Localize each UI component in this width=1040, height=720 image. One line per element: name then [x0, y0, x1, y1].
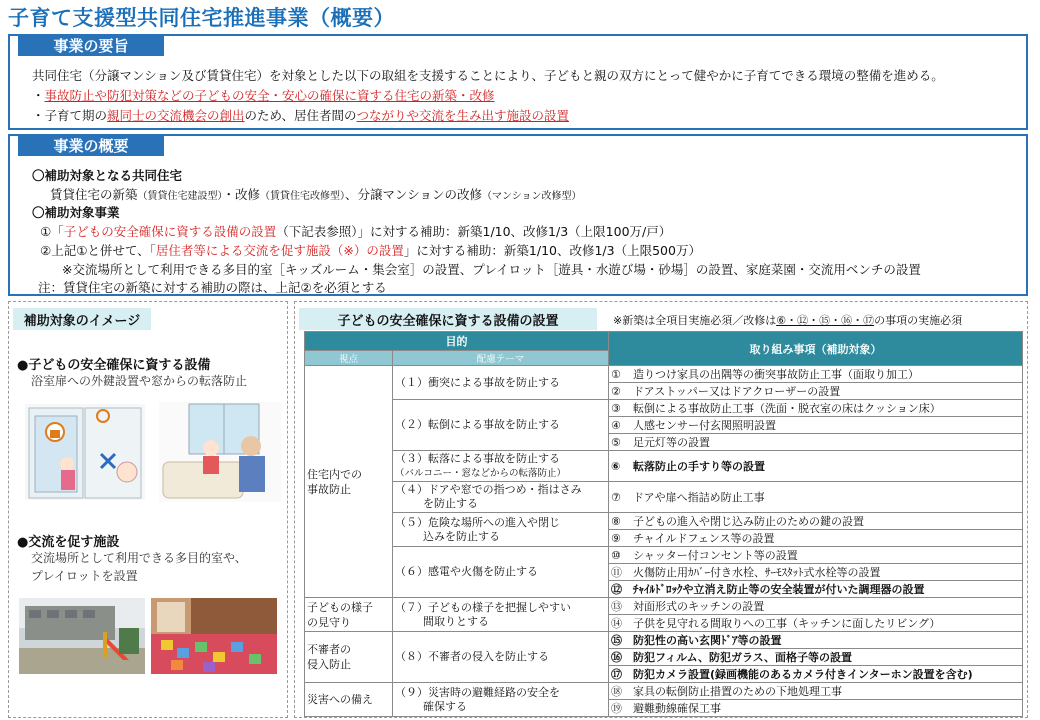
bullet-safety-desc: 浴室扉への外鍵設置や窓からの転落防止 — [31, 374, 248, 388]
viewpoint-intruder: 不審者の 侵入防止 — [305, 632, 393, 683]
col-theme: 配慮テーマ — [393, 351, 609, 366]
playlot-photo — [19, 598, 145, 674]
equipment-panel — [294, 301, 1028, 718]
item-13: ⑬ 対面形式のキッチンの設置 — [609, 598, 1023, 615]
viewpoint-disaster: 災害への備え — [305, 683, 393, 717]
summary-emphasis-2: 親同士の交流機会の創出 — [107, 108, 245, 123]
theme-6: （６）感電や火傷を防止する — [393, 547, 609, 598]
bullet-exchange-desc-2: プレイロットを設置 — [31, 569, 138, 583]
project-item-2: ②上記①と併せて、「居住者等による交流を促す施設（※）の設置」に対する補助：新築1/10、改修1/3（上限500万） — [40, 243, 701, 258]
theme-2: （２）転倒による事故を防止する — [393, 400, 609, 451]
item-16: ⑯ 防犯フィルム、防犯ガラス、面格子等の設置 — [609, 649, 1023, 666]
item-5: ⑤ 足元灯等の設置 — [609, 434, 1023, 451]
bathroom-lock-illustration — [21, 402, 149, 502]
image-panel — [8, 301, 288, 718]
item-11: ⑪ 火傷防止用ｶﾊﾞｰ付き水栓、ｻｰﾓｽﾀｯﾄ式水栓等の設置 — [609, 564, 1023, 581]
item-7: ⑦ ドアや扉へ指詰め防止工事 — [609, 482, 1023, 513]
kids-room-photo — [151, 598, 277, 674]
col-purpose: 目的 — [305, 332, 609, 351]
theme-1: （１）衝突による事故を防止する — [393, 366, 609, 400]
page-title: 子育て支援型共同住宅推進事業（概要） — [8, 6, 395, 30]
col-items: 取り組み事項（補助対象） — [609, 332, 1023, 366]
item-18: ⑱ 家具の転倒防止措置のための下地処理工事 — [609, 683, 1023, 700]
project-title: 〇補助対象事業 — [32, 205, 120, 220]
item-19: ⑲ 避難動線確保工事 — [609, 700, 1023, 717]
item-17: ⑰ 防犯カメラ設置(録画機能のあるカメラ付きインターホン設置を含む) — [609, 666, 1023, 683]
item-10: ⑩ シャッター付コンセント等の設置 — [609, 547, 1023, 564]
item-14: ⑭ 子供を見守れる間取りへの工事（キッチンに面したリビング） — [609, 615, 1023, 632]
viewpoint-accident: 住宅内での 事故防止 — [305, 366, 393, 598]
bullet-safety-title: ●子どもの安全確保に資する設備 — [17, 358, 211, 373]
summary-line-2: ・事故防止や防犯対策などの子どもの安全・安心の確保に資する住宅の新築・改修 — [32, 88, 495, 103]
summary-line-1: 共同住宅（分譲マンション及び賃貸住宅）を対象とした以下の取組を支援することにより、子どもと親の双方にとって健やかに子育てできる環境の整備を進める。 — [32, 68, 944, 83]
overview-heading: 事業の概要 — [18, 134, 164, 156]
summary-heading: 事業の要旨 — [18, 34, 164, 56]
image-panel-heading: 補助対象のイメージ — [13, 308, 151, 330]
item-6: ⑥ 転落防止の手すり等の設置 — [609, 451, 1023, 482]
item-15: ⑮ 防犯性の高い玄関ﾄﾞｱ等の設置 — [609, 632, 1023, 649]
item-9: ⑨ チャイルドフェンス等の設置 — [609, 530, 1023, 547]
equipment-table — [304, 331, 1023, 717]
summary-emphasis-3: つながりや交流を生み出す施設の設置 — [356, 108, 570, 123]
overview-box — [8, 134, 1028, 296]
target-housing-list: 賃貸住宅の新築（賃貸住宅建設型）・改修（賃貸住宅改修型）、分譲マンションの改修（マンション改修型） — [50, 187, 582, 202]
project-item-1: ①「子どもの安全確保に資する設備の設置（下記表参照）」に対する補助：新築1/10、改修1/3（上限100万/戸） — [40, 224, 672, 239]
requirement-note: ※新築は全項目実施必須／改修は⑥・⑫・⑮・⑯・⑰の事項の実施必須 — [613, 314, 963, 327]
theme-9: （９）災害時の避難経路の安全を 確保する — [393, 683, 609, 717]
item-4: ④ 人感センサー付玄関照明設置 — [609, 417, 1023, 434]
item-8: ⑧ 子どもの進入や閉じ込み防止のための鍵の設置 — [609, 513, 1023, 530]
summary-emphasis-1: 事故防止や防犯対策などの子どもの安全・安心の確保に資する住宅の新築・改修 — [44, 88, 495, 103]
bullet-exchange-title: ●交流を促す施設 — [17, 535, 120, 550]
theme-3: （３）転落による事故を防止する （バルコニー・窓などからの転落防止） — [393, 451, 609, 482]
overview-remark: 注：賃貸住宅の新築に対する補助の際は、上記②を必須とする — [38, 280, 387, 295]
theme-8: （８）不審者の侵入を防止する — [393, 632, 609, 683]
equipment-panel-heading: 子どもの安全確保に資する設備の設置 — [299, 308, 597, 330]
col-viewpoint: 視点 — [305, 351, 393, 366]
item-1: ① 造りつけ家具の出隅等の衝突事故防止工事（面取り加工） — [609, 366, 1023, 383]
viewpoint-watching: 子どもの様子 の見守り — [305, 598, 393, 632]
theme-7: （７）子どもの様子を把握しやすい 間取りとする — [393, 598, 609, 632]
target-housing-title: 〇補助対象となる共同住宅 — [32, 168, 183, 183]
window-fall-prevention-illustration — [159, 402, 281, 502]
item-12: ⑫ ﾁｬｲﾙﾄﾞﾛｯｸや立消え防止等の安全装置が付いた調理器の設置 — [609, 581, 1023, 598]
item-2: ② ドアストッパー又はドアクローザーの設置 — [609, 383, 1023, 400]
bullet-exchange-desc-1: 交流場所として利用できる多目的室や、 — [31, 551, 247, 565]
theme-5: （５）危険な場所への進入や閉じ 込みを防止する — [393, 513, 609, 547]
summary-box — [8, 34, 1028, 130]
project-item-2-note: ※交流場所として利用できる多目的室［キッズルーム・集会室］の設置、プレイロット［遊具・水遊び場・砂場］の設置、家庭菜園・交流用ベンチの設置 — [62, 262, 921, 277]
item-3: ③ 転倒による事故防止工事（洗面・脱衣室の床はクッション床） — [609, 400, 1023, 417]
summary-line-3: ・子育て期の親同士の交流機会の創出のため、居住者間のつながりや交流を生み出す施設の設置 — [32, 108, 570, 123]
theme-4: （４）ドアや窓での指つめ・指はさみ を防止する — [393, 482, 609, 513]
